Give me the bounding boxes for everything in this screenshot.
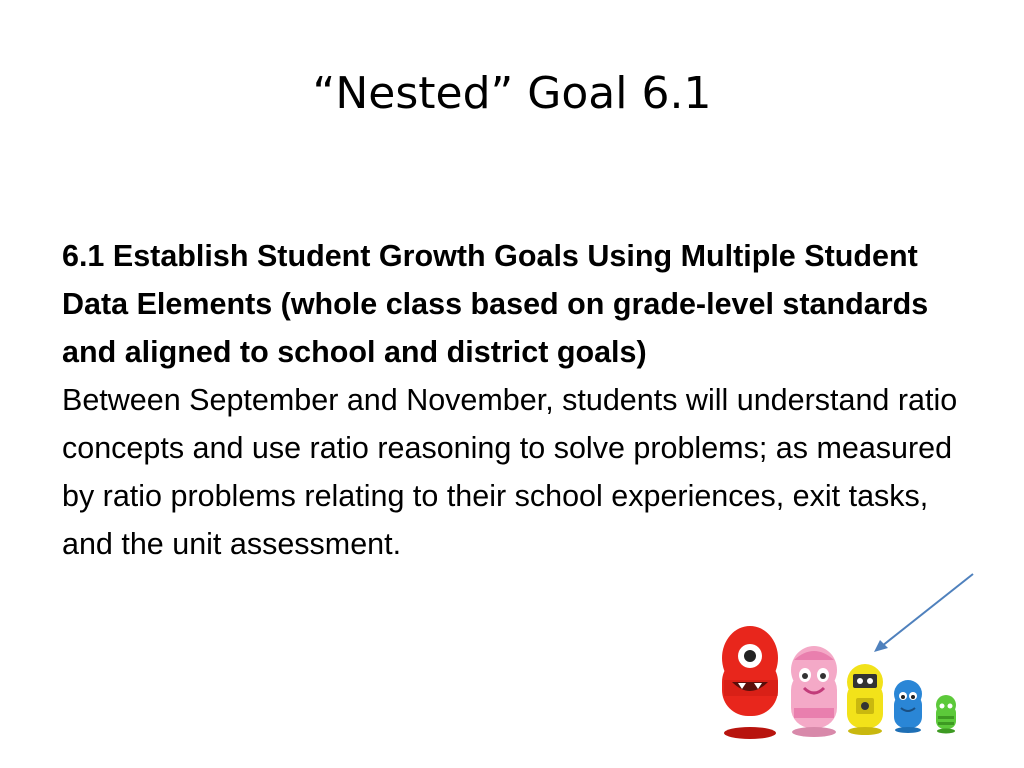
blue-doll-icon [894,680,922,733]
green-doll-icon [936,695,956,734]
goal-heading: 6.1 Establish Student Growth Goals Using Multiple Student Data Elements (whole class based on grade-level standards and aligned to school and district goals) [62,239,929,369]
pink-doll-icon [791,646,837,737]
slide-title: “Nested” Goal 6.1 [312,68,712,119]
yellow-doll-icon [847,664,883,735]
nesting-dolls-image [712,620,972,745]
red-doll-icon [722,626,778,739]
slide-body [62,232,962,568]
goal-description: Between September and November, students will understand ratio concepts and use ratio reasoning to solve problems; as measured by ratio problems relating to their school experiences, exit tasks, and the unit assessment. [62,383,958,561]
